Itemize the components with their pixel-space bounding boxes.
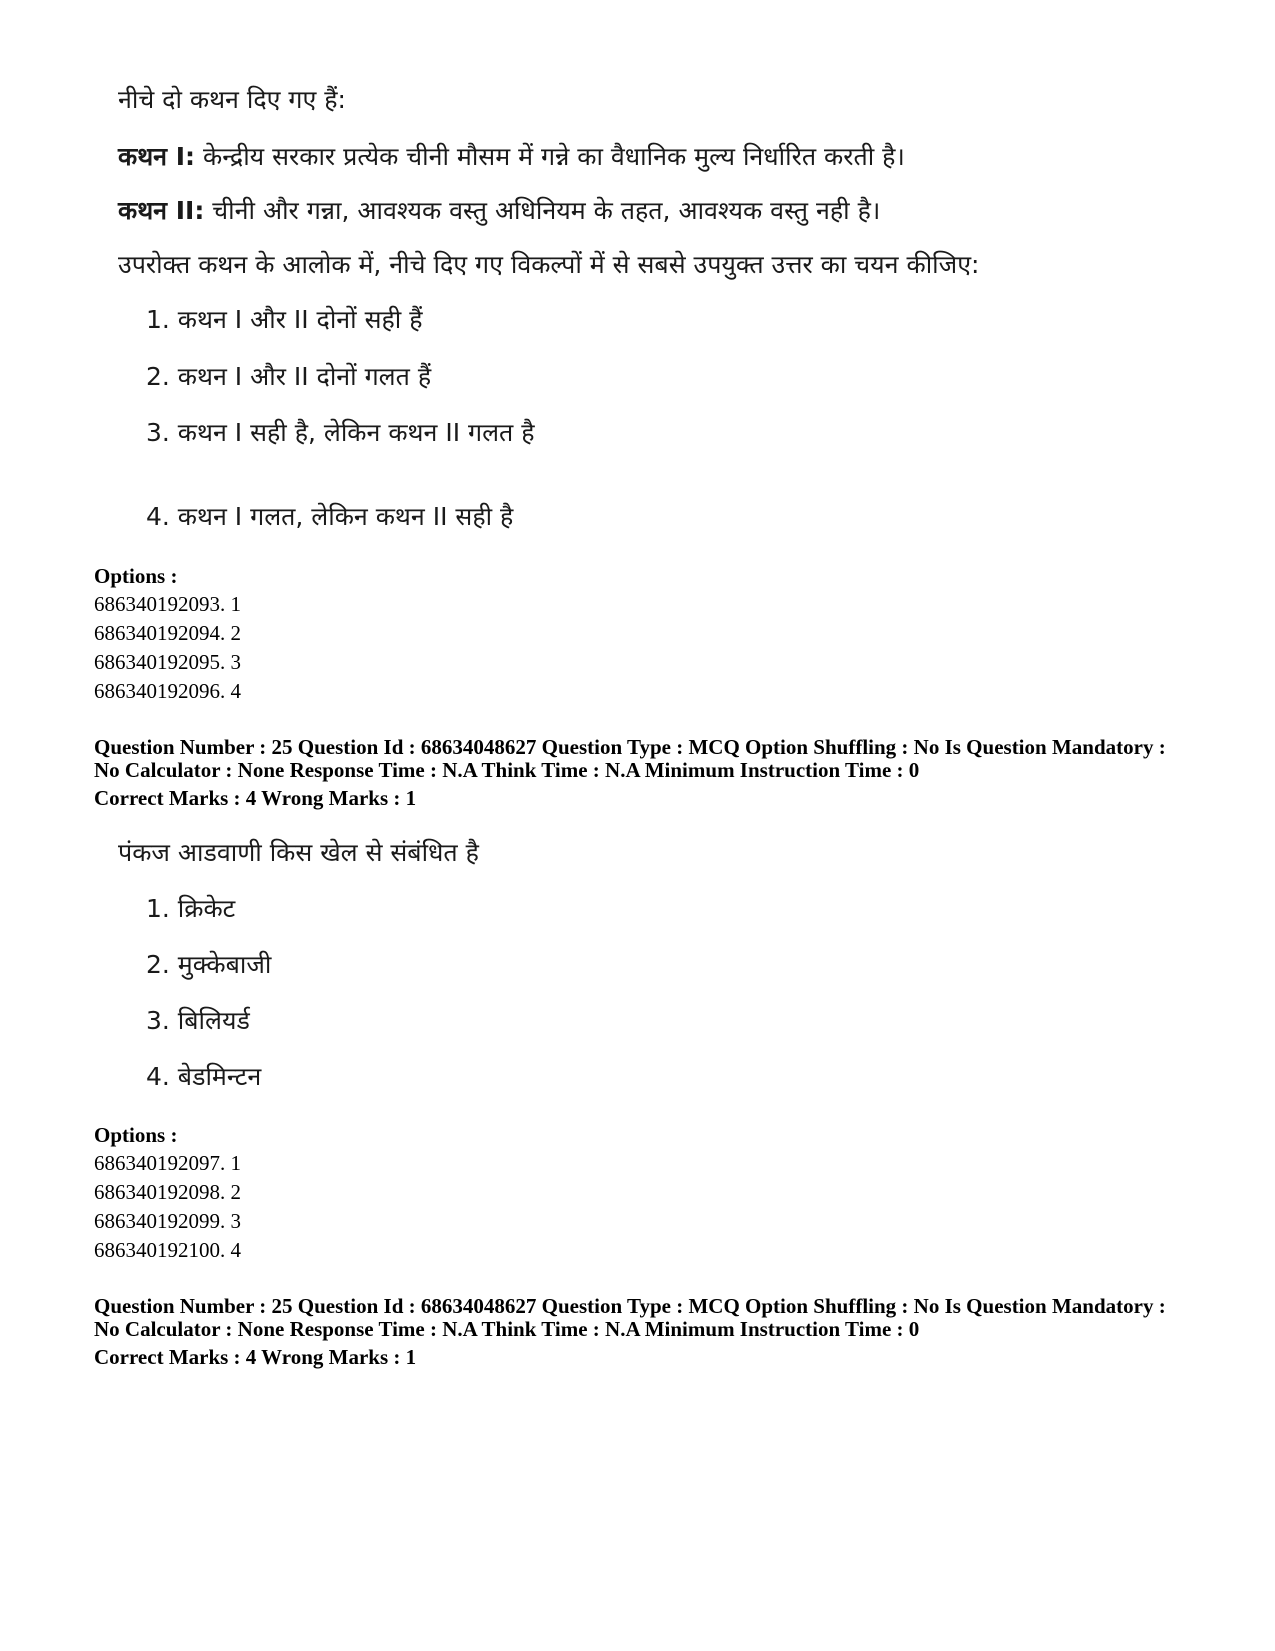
q2-choice-3: 3. बिलियर्ड [146,1006,250,1035]
q2-choice-2: 2. मुक्केबाजी [146,950,272,979]
meta1-line-2: No Calculator : None Response Time : N.A Think Time : N.A Minimum Instruction Time : 0 [94,758,920,782]
q1-option-4: 686340192096. 4 [94,679,241,703]
q2-choice-4: 4. बेडमिन्टन [146,1062,262,1091]
q1-statement-1-label: कथन I: [118,142,196,171]
q1-statement-1 [118,142,905,172]
meta1-line-3: Correct Marks : 4 Wrong Marks : 1 [94,786,417,810]
meta2-line-2: No Calculator : None Response Time : N.A Think Time : N.A Minimum Instruction Time : 0 [94,1317,920,1341]
q1-statement-1-text: केन्द्रीय सरकार प्रत्येक चीनी मौसम में गन्ने का वैधानिक मुल्य निर्धारित करती है। [195,142,905,171]
q1-choice-3: 3. कथन I सही है, लेकिन कथन II गलत है [146,418,535,447]
q1-options-label: Options : [94,564,178,588]
q1-choice-4: 4. कथन I गलत, लेकिन कथन II सही है [146,502,514,531]
q1-instruction: उपरोक्त कथन के आलोक में, नीचे दिए गए विकल्पों में से सबसे उपयुक्त उत्तर का चयन कीजिए: [118,250,980,279]
q1-choice-2: 2. कथन I और II दोनों गलत हैं [146,362,432,391]
q1-statement-2-label: कथन II: [118,196,205,225]
q1-option-2: 686340192094. 2 [94,621,241,645]
q2-options-label: Options : [94,1123,178,1147]
meta2-line-3: Correct Marks : 4 Wrong Marks : 1 [94,1345,417,1369]
q1-option-1: 686340192093. 1 [94,592,241,616]
q1-statement-2-text: चीनी और गन्ना, आवश्यक वस्तु अधिनियम के तहत, आवश्यक वस्तु नही है। [204,196,881,225]
q1-options-list [94,590,241,706]
meta2-line-1: Question Number : 25 Question Id : 68634048627 Question Type : MCQ Option Shuffling : No Is Question Mandatory : [94,1294,1166,1318]
meta1-line-1: Question Number : 25 Question Id : 68634048627 Question Type : MCQ Option Shuffling : No Is Question Mandatory : [94,735,1166,759]
q2-options-list [94,1149,241,1265]
q1-intro: नीचे दो कथन दिए गए हैं: [118,85,346,114]
q1-statement-2 [118,196,880,226]
q2-question: पंकज आडवाणी किस खेल से संबंधित है [118,838,479,867]
q2-choice-1: 1. क्रिकेट [146,894,236,923]
q2-option-4: 686340192100. 4 [94,1238,241,1262]
q1-choice-1: 1. कथन I और II दोनों सही हैं [146,305,423,334]
q2-option-1: 686340192097. 1 [94,1151,241,1175]
q2-option-3: 686340192099. 3 [94,1209,241,1233]
q1-option-3: 686340192095. 3 [94,650,241,674]
q2-option-2: 686340192098. 2 [94,1180,241,1204]
